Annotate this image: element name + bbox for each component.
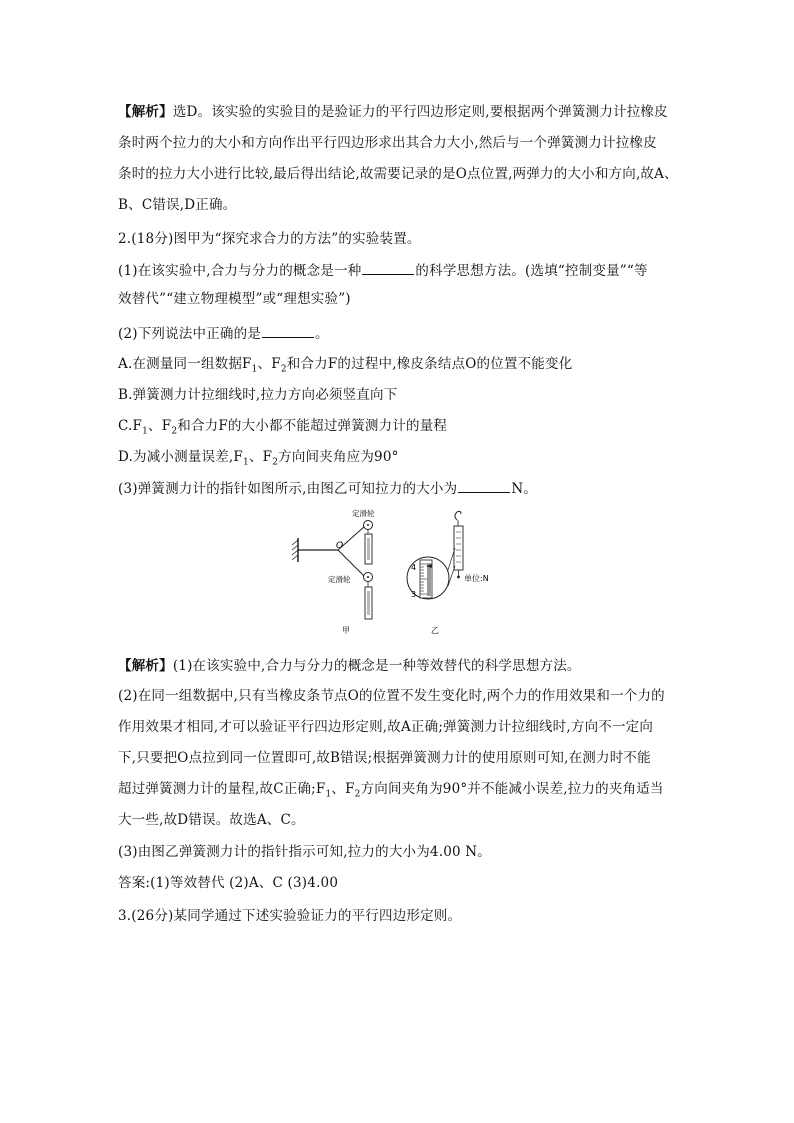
answer-blank xyxy=(362,260,414,275)
scale-label-4: 4 xyxy=(411,563,417,572)
question2-part2: (2)下列说法中正确的是 。 xyxy=(118,323,329,344)
answer-line: 答案:(1)等效替代 (2)A、C (3)4.00 xyxy=(118,875,339,891)
analysis2-line6: 大一些,故D错误。故选A、C。 xyxy=(118,812,305,828)
scale-label-3: 3 xyxy=(411,590,417,599)
question2-part1-cont: 效替代”“建立物理模型”或“理想实验”) xyxy=(118,291,351,307)
string-bottom xyxy=(338,550,364,576)
figure-jia-label: 甲 xyxy=(342,626,350,635)
analysis1-line1: 【解析】选D。该实验的实验目的是验证力的平行四边形定则,要根据两个弹簧测力计拉橡皮 xyxy=(118,104,668,120)
spring-scale-yi xyxy=(454,526,463,570)
analysis2-line3: 作用效果才相同,才可以验证平行四边形定则,故A正确;弹簧测力计拉细线时,方向不一定向 xyxy=(118,719,654,735)
experiment-figure xyxy=(280,508,520,640)
analysis2-line7: (3)由图乙弹簧测力计的指针指示可知,拉力的大小为4.00 N。 xyxy=(118,844,491,860)
analysis2-line1: 【解析】(1)在该实验中,合力与分力的概念是一种等效替代的科学思想方法。 xyxy=(118,658,581,674)
analysis2-line2: (2)在同一组数据中,只有当橡皮条节点O的位置不发生变化时,两个力的作用效果和一个力的 xyxy=(118,688,665,704)
analysis1-line2: 条时两个拉力的大小和方向作出平行四边形求出其合力大小,然后与一个弹簧测力计拉橡皮 xyxy=(118,135,657,151)
question2-part1: (1)在该实验中,合力与分力的概念是一种 的科学思想方法。(选填“控制变量”“等 xyxy=(118,260,648,281)
answer-blank xyxy=(458,478,510,493)
option-c: $C.F_1$、$F_2$和合力F的大小都不能超过弹簧测力计的量程 xyxy=(118,418,448,437)
question2-title: 2.(18分)图甲为“探究求合力的方法”的实验装置。 xyxy=(118,231,421,247)
point-o-label: O xyxy=(336,541,344,551)
question2-part3: (3)弹簧测力计的指针如图所示,由图乙可知拉力的大小为 N。 xyxy=(118,478,537,499)
analysis2-line5: 超过弹簧测力计的量程,故C正确$;F_1$、$F_2$方向间夹角为90°并不能减小误差,拉力的夹角适当 xyxy=(118,781,664,800)
unit-label: 单位:N xyxy=(464,574,489,583)
hook-icon xyxy=(455,511,461,520)
analysis1-line4: B、C错误,D正确。 xyxy=(118,197,237,213)
answer-blank xyxy=(262,323,314,338)
pulley-top-label: 定滑轮 xyxy=(352,509,375,518)
analysis-label: 【解析】 xyxy=(118,104,173,120)
analysis2-line4: 下,只要把O点拉到同一位置即可,故B错误;根据弹簧测力计的使用原则可知,在测力时不能 xyxy=(118,750,651,766)
option-b: B.弹簧测力计拉细线时,拉力方向必须竖直向下 xyxy=(118,387,398,403)
analysis1-line3: 条时的拉力大小进行比较,最后得出结论,故需要记录的是O点位置,两弹力的大小和方向,故A、 xyxy=(118,166,678,182)
pulley-bottom-label: 定滑轮 xyxy=(328,575,351,584)
question3-title: 3.(26分)某同学通过下述实验验证力的平行四边形定则。 xyxy=(118,908,462,924)
option-d: D.为减小测量误差$,F_1$、$F_2$方向间夹角应为90° xyxy=(118,449,399,468)
figure-yi-label: 乙 xyxy=(431,626,439,635)
wall-hatch xyxy=(292,540,298,560)
option-a: A.在测量同一组数据$F_1$、$F_2$和合力F的过程中,橡皮条结点O的位置不能变化 xyxy=(118,356,573,375)
analysis-label: 【解析】 xyxy=(118,658,173,674)
